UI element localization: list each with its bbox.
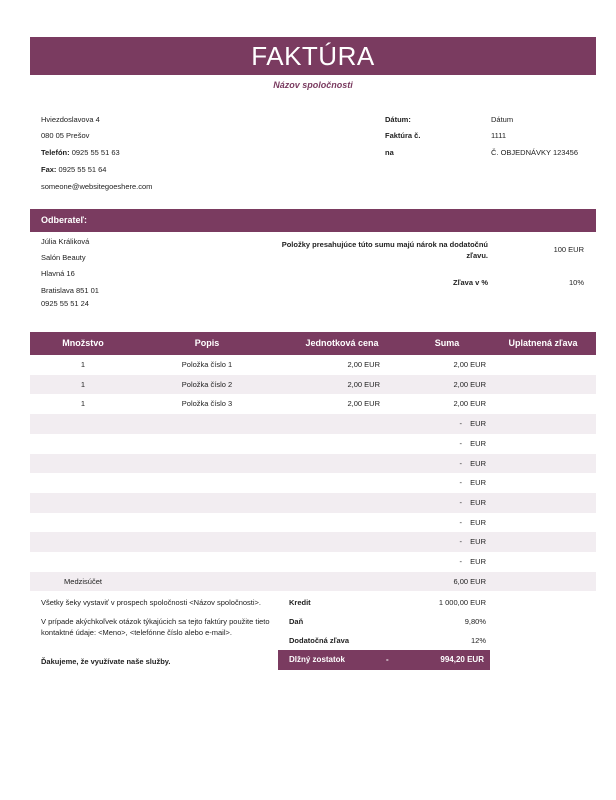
row-description: Položka číslo 1	[181, 360, 233, 369]
row-quantity: 1	[80, 399, 86, 409]
balance-due-label: Dlžný zostatok	[289, 655, 346, 664]
row-description: Položka číslo 2	[181, 379, 233, 389]
row-dash: -	[459, 517, 462, 527]
sender-phone-label: Telefón:	[41, 148, 70, 157]
header-amount: Suma	[434, 338, 460, 348]
order-label: na	[385, 148, 394, 157]
customer-city: Bratislava 851 01	[41, 286, 99, 295]
checks-note: Všetky šeky vystaviť v prospech spoločnosti <Názov spoločnosti>.	[41, 598, 261, 607]
order-value: Č. OBJEDNÁVKY 123456	[491, 148, 578, 157]
invoice-title: FAKTÚRA	[30, 37, 596, 75]
invoice-number-value: 1111	[491, 131, 507, 140]
row-dash: -	[459, 478, 462, 488]
sender-phone	[41, 148, 120, 157]
discount-percent-label: Zľava v %	[453, 278, 488, 287]
row-amount: EUR	[470, 458, 486, 468]
row-dash: -	[459, 497, 462, 507]
table-row	[30, 434, 596, 454]
extra-discount-value: 12%	[470, 636, 486, 645]
table-row	[30, 375, 596, 395]
balance-due-value: 994,20 EUR	[440, 655, 484, 664]
balance-due-dash: -	[386, 655, 389, 664]
row-amount: EUR	[470, 438, 486, 448]
row-amount: 2,00 EUR	[453, 379, 486, 389]
header-description: Popis	[194, 338, 220, 348]
sender-fax-label: Fax:	[41, 165, 57, 174]
discount-threshold-label: Položky presahujúce túto sumu majú nárok na dodatočnú zľavu.	[281, 240, 488, 260]
row-dash: -	[459, 537, 462, 547]
table-row	[30, 454, 596, 474]
row-amount: EUR	[470, 557, 486, 566]
sender-street: Hviezdoslavova 4	[41, 115, 100, 124]
row-amount: EUR	[470, 478, 486, 488]
sender-email: someone@websitegoeshere.com	[41, 182, 153, 191]
row-unit-price: 2,00 EUR	[347, 399, 380, 409]
row-quantity: 1	[80, 360, 86, 369]
table-row	[30, 493, 596, 513]
sender-fax-value: 0925 55 51 64	[58, 165, 107, 174]
table-row	[30, 513, 596, 533]
row-unit-price: 2,00 EUR	[347, 360, 380, 369]
tax-label: Daň	[289, 617, 304, 626]
customer-phone: 0925 55 51 24	[41, 299, 89, 308]
customer-street: Hlavná 16	[41, 269, 75, 278]
contact-note: V prípade akýchkoľvek otázok týkajúcich sa tejto faktúry použite tieto kontaktné údaje: <Meno>, <telefónne číslo alebo e-mail>.	[41, 617, 270, 637]
row-quantity: 1	[80, 379, 86, 389]
header-quantity: Množstvo	[62, 338, 104, 348]
header-applied-discount: Uplatnená zľava	[508, 338, 578, 348]
row-amount: EUR	[470, 517, 486, 527]
items-table-header	[30, 332, 596, 355]
credit-value: 1 000,00 EUR	[438, 598, 486, 607]
tax-value: 9,80%	[464, 617, 486, 626]
table-row	[30, 355, 596, 375]
customer-company: Salón Beauty	[41, 253, 86, 262]
row-dash: -	[459, 557, 462, 566]
subtotal-value: 6,00 EUR	[453, 576, 486, 586]
sender-fax	[41, 165, 106, 174]
header-unit-price: Jednotková cena	[305, 338, 379, 348]
row-amount: 2,00 EUR	[453, 399, 486, 409]
table-row	[30, 572, 596, 592]
table-row	[30, 394, 596, 414]
customer-section-title: Odberateľ:	[30, 209, 596, 232]
row-amount: EUR	[470, 419, 486, 429]
subtotal-label: Medzisúčet	[64, 576, 102, 586]
sender-city: 080 05 Prešov	[41, 131, 90, 140]
discount-percent-value: 10%	[568, 278, 584, 287]
extra-discount-label: Dodatočná zľava	[289, 636, 349, 645]
credit-label: Kredit	[289, 598, 311, 607]
row-unit-price: 2,00 EUR	[347, 379, 380, 389]
table-row	[30, 552, 596, 572]
invoice-number-label: Faktúra č.	[385, 131, 421, 140]
balance-due-bar	[278, 650, 490, 670]
table-row	[30, 473, 596, 493]
discount-threshold-value: 100 EUR	[553, 245, 584, 254]
sender-phone-value: 0925 55 51 63	[71, 148, 120, 157]
row-amount: 2,00 EUR	[453, 360, 486, 369]
row-dash: -	[459, 419, 462, 429]
thanks-note: Ďakujeme, že využívate naše služby.	[41, 657, 171, 666]
table-row	[30, 532, 596, 552]
date-value: Dátum	[491, 115, 514, 124]
row-amount: EUR	[470, 497, 486, 507]
table-row	[30, 414, 596, 434]
date-label: Dátum:	[385, 115, 411, 124]
row-description: Položka číslo 3	[181, 399, 233, 409]
row-amount: EUR	[470, 537, 486, 547]
company-name: Názov spoločnosti	[273, 80, 353, 90]
row-dash: -	[459, 458, 462, 468]
customer-name: Júlia Králiková	[41, 237, 90, 246]
row-dash: -	[459, 438, 462, 448]
